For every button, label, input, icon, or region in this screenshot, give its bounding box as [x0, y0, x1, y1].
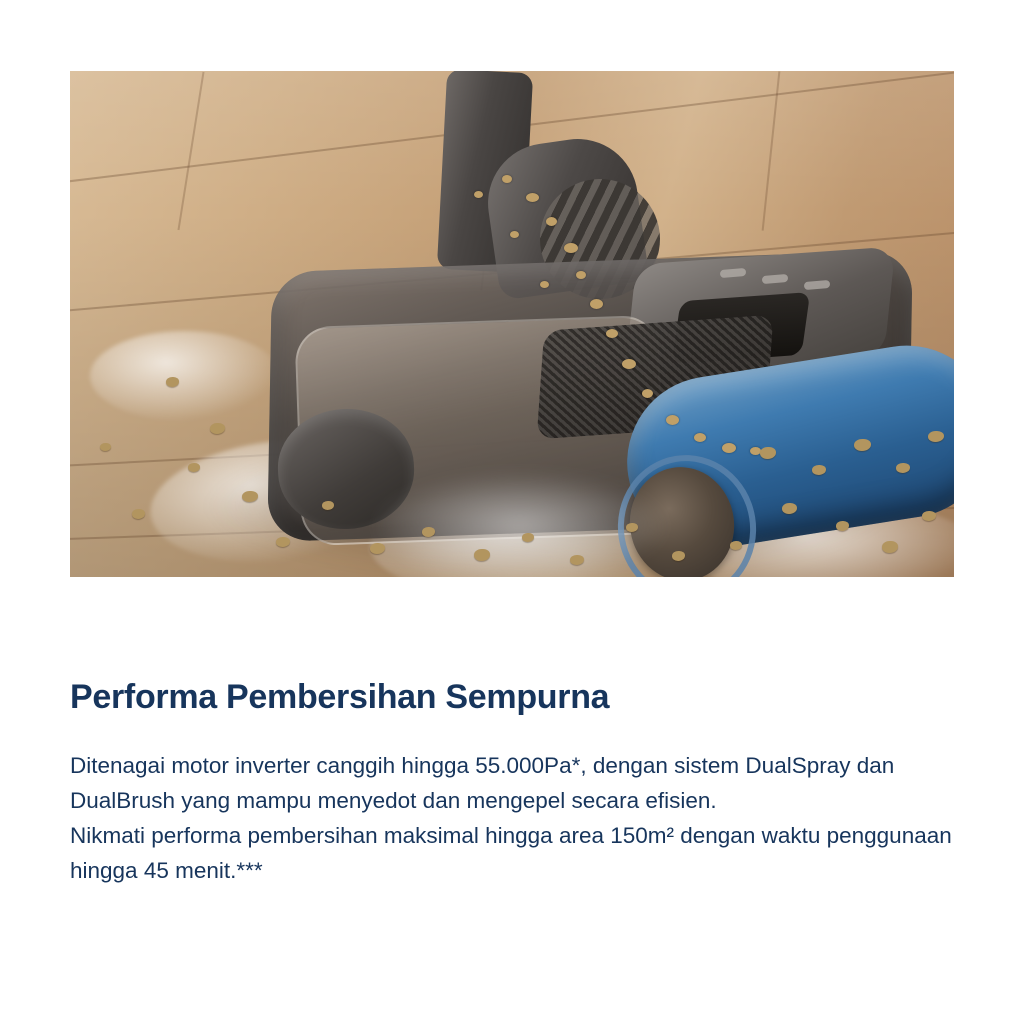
spray-mist	[370, 471, 670, 577]
flying-debris	[540, 281, 549, 288]
page-title: Performa Pembersihan Sempurna	[70, 677, 610, 716]
flying-debris	[694, 433, 706, 442]
flying-debris	[622, 359, 636, 369]
flying-debris	[606, 329, 618, 338]
paragraph-secondary: Nikmati performa pembersihan maksimal hingga area 150m² dengan waktu penggunaan hingga 45 menit.***	[70, 823, 952, 883]
hero-image	[70, 71, 954, 577]
wet-patch	[90, 331, 280, 421]
flying-debris	[546, 217, 557, 226]
flying-debris	[502, 175, 512, 183]
body-copy	[70, 748, 960, 888]
flying-debris	[564, 243, 578, 253]
flying-debris	[576, 271, 586, 279]
flying-debris	[510, 231, 519, 238]
flying-debris	[722, 443, 736, 453]
hero-scene	[70, 71, 954, 577]
flying-debris	[642, 389, 653, 398]
flying-debris	[590, 299, 603, 309]
flying-debris	[666, 415, 679, 425]
flying-debris	[526, 193, 539, 202]
paragraph-primary: Ditenagai motor inverter canggih hingga 55.000Pa*, dengan sistem DualSpray dan DualBrush yang mampu menyedot dan mengepel secara efisien.	[70, 753, 895, 813]
flying-debris	[474, 191, 483, 198]
